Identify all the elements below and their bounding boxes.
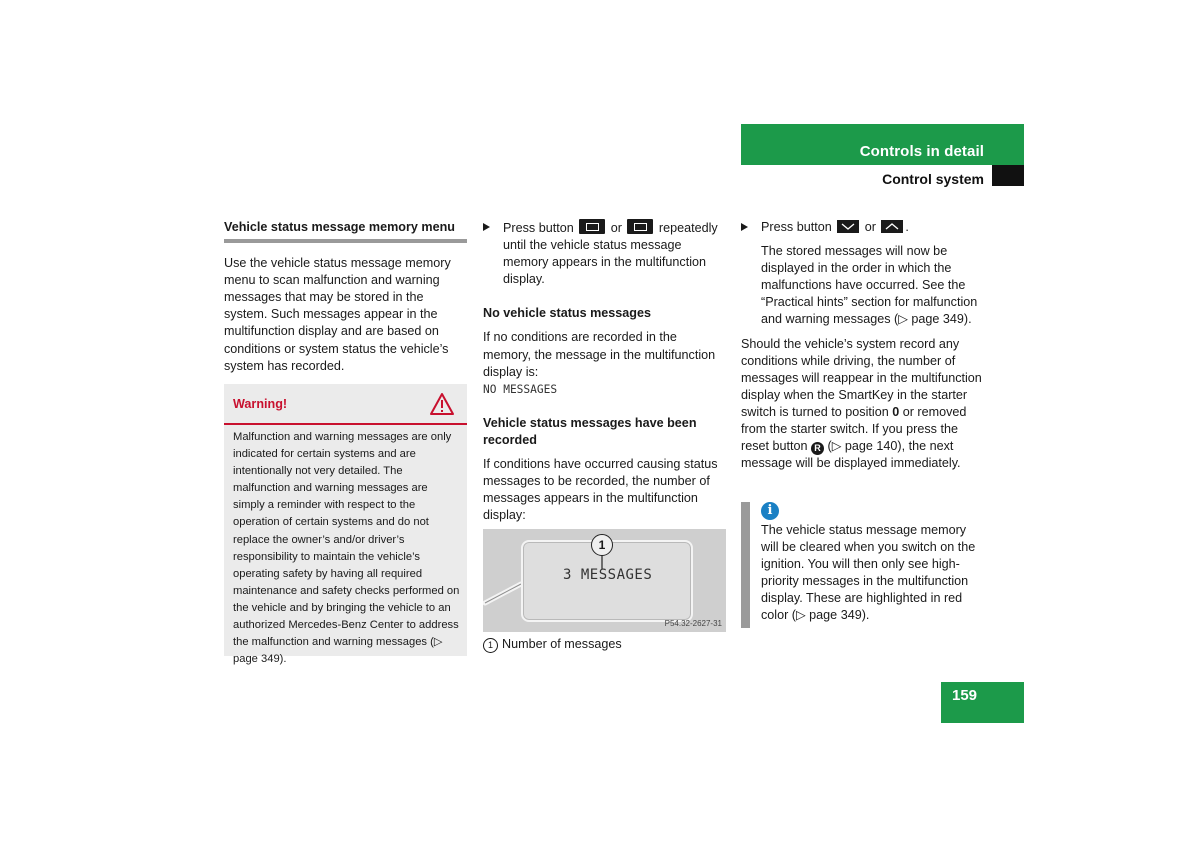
recorded-text: If conditions have occurred causing status messages to be recorded, the number of messages appears in the multifunction display: <box>483 457 718 523</box>
reappear-text-b: or removed from the starter switch. If you press the reset button <box>741 404 967 454</box>
figure-code: P54.32-2627-31 <box>664 619 722 628</box>
reset-button-icon: R <box>811 442 824 455</box>
warning-box <box>224 384 467 666</box>
recorded-heading: Vehicle status messages have been recorded <box>483 415 697 447</box>
callout-marker: 1 <box>591 534 613 556</box>
step-press-nav-button <box>741 219 986 236</box>
chevron-down-key-icon <box>837 220 859 233</box>
step-text-end: repeatedly until the vehicle status message memory appears in the multifunction display. <box>503 221 718 287</box>
display-page-up-icon <box>627 219 653 234</box>
column-3 <box>741 219 986 472</box>
no-messages-display: NO MESSAGES <box>483 382 558 396</box>
multifunction-display-figure <box>483 529 726 632</box>
reappear-text <box>741 336 986 473</box>
warning-triangle-icon <box>429 392 455 416</box>
display-page-down-icon <box>579 219 605 234</box>
step-text-start: Press button <box>503 221 574 235</box>
step-text-start: Press button <box>761 220 832 234</box>
warning-divider <box>224 423 467 425</box>
chevron-up-key-icon <box>881 220 903 233</box>
step-text-or: or <box>864 220 876 234</box>
subsection-marker <box>992 165 1024 186</box>
display-message: 3 MESSAGES <box>563 567 653 583</box>
memory-menu-heading: Vehicle status message memory menu <box>224 219 467 243</box>
reappear-text-c: (▷ page 140), the next message will be displayed immediately. <box>741 439 961 471</box>
bullet-arrow-icon <box>483 223 490 231</box>
section-header-bar <box>741 124 1024 165</box>
info-icon: i <box>761 502 779 520</box>
key-position: 0 <box>892 404 900 419</box>
column-2 <box>483 219 726 524</box>
caption-text: Number of messages <box>502 637 622 651</box>
figure-caption <box>483 637 726 653</box>
bullet-arrow-icon <box>741 223 748 231</box>
subsection-title: Control system <box>882 171 984 187</box>
info-box <box>741 502 986 628</box>
section-title: Controls in detail <box>859 143 984 160</box>
info-sidebar <box>741 502 750 628</box>
step-press-button <box>483 219 726 288</box>
step-text-or: or <box>610 221 622 235</box>
warning-text: Malfunction and warning messages are only indicated for certain systems and are intentionally not very detailed. The malfunction and warning messages are simply a reminder with respect to the operation of certain systems and do not replace the owner’s and/or driver’s responsibility to maintain the vehicle’s operating safety by having all required maintenance and safety checks performed on the vehicle and by bringing the vehicle to an authorized Mercedes-Benz Center to address the malfunction and warning messages (▷ page 349). <box>233 431 460 666</box>
stored-messages-text: The stored messages will now be displayed in the order in which the malfunctions have occurred. See the “Practical hints” section for malfunction and warning messages (▷ page 349). <box>761 244 978 327</box>
column-1 <box>224 219 467 375</box>
page-number: 159 <box>952 687 978 704</box>
no-messages-text: If no conditions are recorded in the memory, the message in the multifunction display is: <box>483 330 716 379</box>
page-number-box <box>941 682 1024 723</box>
memory-menu-intro: Use the vehicle status message memory menu to scan malfunction and warning messages that may be stored in the system. Such messages appear in the multifunction display and are based on conditions or system status the vehicle’s system has recorded. <box>224 256 451 373</box>
caption-number-badge: 1 <box>483 638 498 653</box>
no-messages-heading: No vehicle status messages <box>483 306 651 321</box>
info-text: The vehicle status message memory will be cleared when you switch on the ignition. You will then only see high-priority messages in the multifunction display. These are highlighted in red color (▷ page 349). <box>761 523 976 623</box>
warning-title: Warning! <box>233 397 288 411</box>
reappear-text-a: Should the vehicle’s system record any conditions while driving, the number of messages will reappear in the multifunction display when the SmartKey in the starter switch is turned to position <box>741 336 982 419</box>
step-text-end: . <box>905 220 909 234</box>
